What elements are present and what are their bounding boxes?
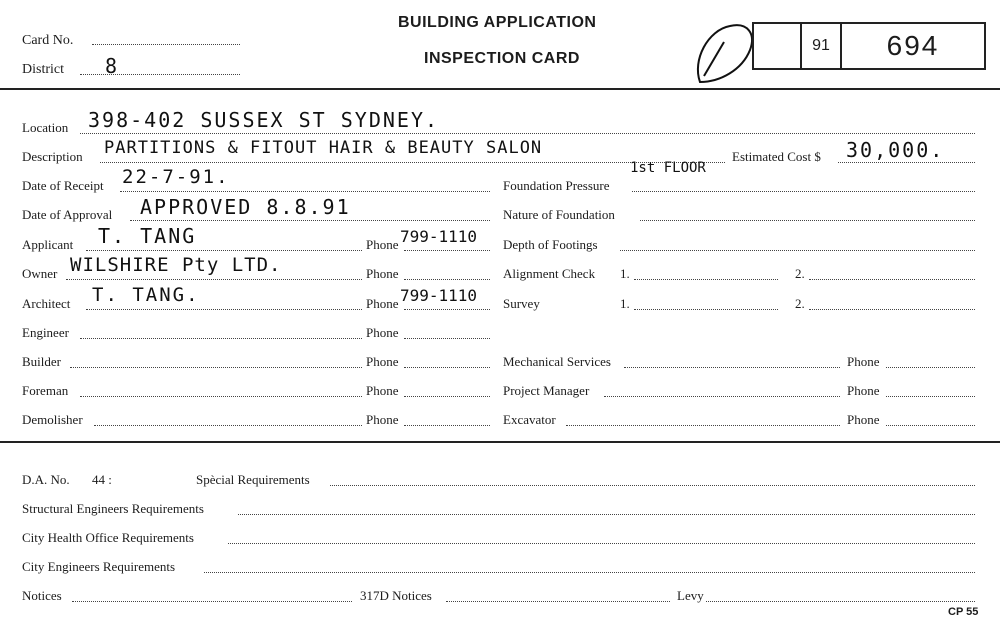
card-no-field[interactable] — [92, 44, 240, 45]
applicant-phone-label: Phone — [366, 237, 399, 252]
special-requirements-field[interactable] — [330, 485, 975, 486]
structural-requirements-label: Structural Engineers Requirements — [22, 501, 204, 516]
owner-label: Owner — [22, 266, 58, 281]
depth-footings-label: Depth of Footings — [503, 237, 598, 252]
mechanical-phone-label: Phone — [847, 354, 880, 369]
applicant-value: T. TANG — [98, 224, 197, 248]
engineer-label: Engineer — [22, 325, 69, 340]
description-note: 1st FLOOR — [630, 160, 706, 176]
city-engineers-requirements-label: City Engineers Requirements — [22, 559, 176, 574]
builder-phone-label: Phone — [366, 354, 399, 369]
district-label: District — [22, 62, 64, 77]
survey-1-field[interactable] — [634, 309, 778, 310]
levy-field[interactable] — [706, 601, 975, 602]
health-requirements-label: City Health Office Requirements — [22, 530, 194, 545]
demolisher-phone-field[interactable] — [404, 425, 490, 426]
owner-phone-field[interactable] — [404, 279, 490, 280]
date-receipt-value: 22-7-91. — [122, 166, 230, 188]
builder-phone-field[interactable] — [404, 367, 490, 368]
location-value: 398-402 SUSSEX ST SYDNEY. — [88, 108, 440, 132]
mechanical-phone-field[interactable] — [886, 367, 975, 368]
project-manager-phone-field[interactable] — [886, 396, 975, 397]
card-box-code-value: 91 — [812, 37, 830, 54]
levy-label: Levy — [677, 588, 704, 603]
demolisher-phone-label: Phone — [366, 412, 399, 427]
project-manager-field[interactable] — [604, 396, 840, 397]
survey-1-label: 1. — [620, 296, 630, 311]
demolisher-label: Demolisher — [22, 412, 83, 427]
applicant-label: Applicant — [22, 237, 74, 252]
city-engineers-requirements-field[interactable] — [204, 572, 975, 573]
card-box-blank — [752, 22, 802, 70]
estimated-cost-label: Estimated Cost $ — [732, 149, 821, 164]
architect-value: T. TANG. — [92, 284, 200, 306]
excavator-phone-label: Phone — [847, 412, 880, 427]
foreman-phone-label: Phone — [366, 383, 399, 398]
architect-field[interactable] — [86, 309, 362, 310]
notices-317d-label: 317D Notices — [360, 588, 432, 603]
alignment-check-label: Alignment Check — [503, 266, 596, 281]
engineer-field[interactable] — [80, 338, 362, 339]
excavator-phone-field[interactable] — [886, 425, 975, 426]
architect-phone-value: 799-1110 — [400, 286, 478, 305]
district-value: 8 — [105, 54, 120, 78]
survey-2-field[interactable] — [809, 309, 975, 310]
foreman-field[interactable] — [80, 396, 362, 397]
owner-value: WILSHIRE Pty LTD. — [70, 254, 282, 276]
form-code: CP 55 — [948, 606, 979, 618]
date-receipt-field[interactable] — [120, 191, 490, 192]
description-value: PARTITIONS & FITOUT HAIR & BEAUTY SALON — [104, 138, 543, 158]
notices-317d-field[interactable] — [446, 601, 670, 602]
architect-phone-field[interactable] — [404, 309, 490, 310]
card-title-line2: INSPECTION CARD — [424, 50, 580, 67]
card-box-number-value: 694 — [886, 30, 940, 61]
alignment-1-label: 1. — [620, 266, 630, 281]
date-receipt-label: Date of Receipt — [22, 178, 104, 193]
foundation-pressure-field[interactable] — [632, 191, 975, 192]
special-requirements-label: Spècial Requirements — [196, 472, 310, 487]
architect-label: Architect — [22, 296, 71, 311]
notices-field[interactable] — [72, 601, 352, 602]
alignment-2-field[interactable] — [809, 279, 975, 280]
card-no-label: Card No. — [22, 33, 74, 48]
date-approval-field[interactable] — [130, 220, 490, 221]
demolisher-field[interactable] — [94, 425, 362, 426]
alignment-2-label: 2. — [795, 266, 805, 281]
da-no-value: 44 : — [92, 472, 112, 487]
project-manager-label: Project Manager — [503, 383, 590, 398]
header-divider — [0, 88, 1000, 90]
mechanical-field[interactable] — [624, 367, 840, 368]
estimated-cost-value: 30,000. — [846, 138, 945, 162]
survey-2-label: 2. — [795, 296, 805, 311]
estimated-cost-field[interactable] — [838, 162, 975, 163]
date-approval-label: Date of Approval — [22, 207, 113, 222]
owner-phone-label: Phone — [366, 266, 399, 281]
depth-footings-field[interactable] — [620, 250, 975, 251]
foundation-pressure-label: Foundation Pressure — [503, 178, 610, 193]
location-label: Location — [22, 120, 69, 135]
health-requirements-field[interactable] — [228, 543, 975, 544]
nature-foundation-label: Nature of Foundation — [503, 207, 615, 222]
requirements-divider — [0, 441, 1000, 443]
card-title-line1: BUILDING APPLICATION — [398, 14, 597, 31]
project-manager-phone-label: Phone — [847, 383, 880, 398]
card-box-code — [800, 22, 842, 70]
structural-requirements-field[interactable] — [238, 514, 975, 515]
engineer-phone-label: Phone — [366, 325, 399, 340]
description-label: Description — [22, 149, 83, 164]
nature-foundation-field[interactable] — [640, 220, 975, 221]
excavator-field[interactable] — [566, 425, 840, 426]
builder-field[interactable] — [70, 367, 362, 368]
card-box-number — [840, 22, 986, 70]
architect-phone-label: Phone — [366, 296, 399, 311]
applicant-field[interactable] — [86, 250, 362, 251]
applicant-phone-value: 799-1110 — [400, 227, 478, 246]
district-field[interactable] — [80, 74, 240, 75]
leaf-doodle-icon — [690, 20, 760, 90]
da-no-label: D.A. No. — [22, 472, 70, 487]
date-approval-value: APPROVED 8.8.91 — [140, 195, 351, 219]
notices-label: Notices — [22, 588, 62, 603]
location-field[interactable] — [80, 133, 975, 134]
applicant-phone-field[interactable] — [404, 250, 490, 251]
alignment-1-field[interactable] — [634, 279, 778, 280]
foreman-label: Foreman — [22, 383, 69, 398]
excavator-label: Excavator — [503, 412, 556, 427]
engineer-phone-field[interactable] — [404, 338, 490, 339]
survey-label: Survey — [503, 296, 540, 311]
foreman-phone-field[interactable] — [404, 396, 490, 397]
mechanical-label: Mechanical Services — [503, 354, 611, 369]
owner-field[interactable] — [66, 279, 362, 280]
builder-label: Builder — [22, 354, 61, 369]
